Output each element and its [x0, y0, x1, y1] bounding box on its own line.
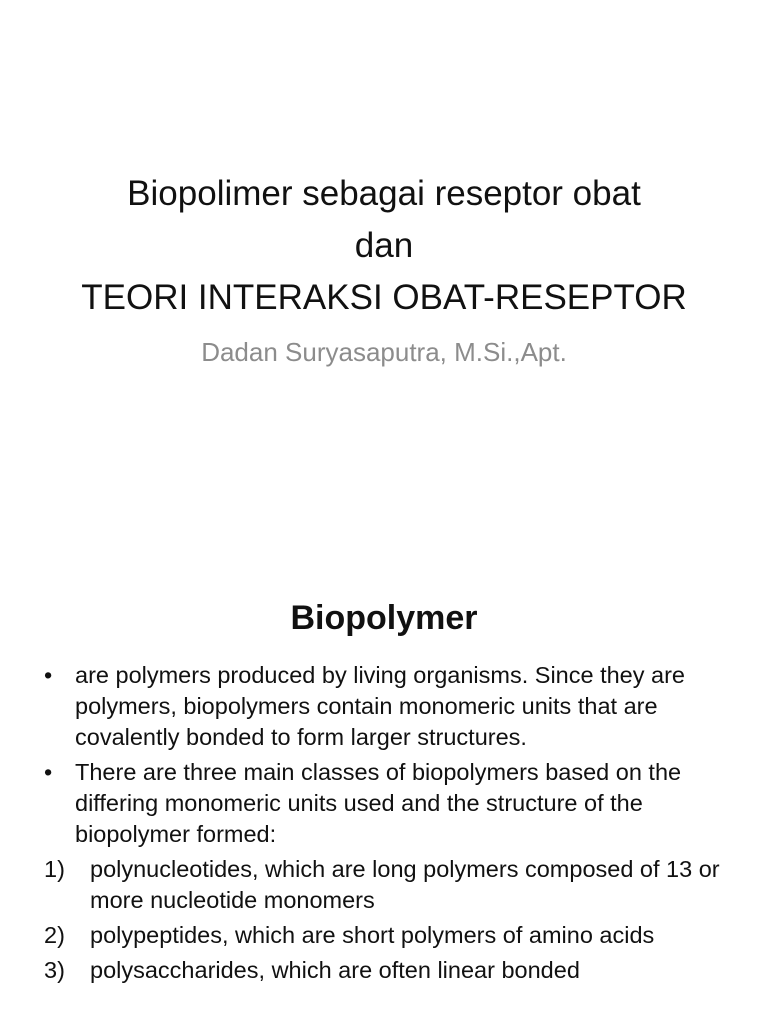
numbered-item — [44, 955, 738, 986]
title-line: Biopolimer sebagai reseptor obat — [127, 174, 641, 213]
bullet-icon: • — [44, 759, 53, 785]
numbered-item — [44, 854, 738, 916]
slide-title — [40, 168, 728, 324]
bullet-text: are polymers produced by living organisms. Since they are polymers, biopolymers contain monomeric units that are covalently bonded to form larger structures. — [75, 662, 685, 750]
title-line: dan — [354, 226, 414, 265]
number-marker: 3) — [44, 957, 65, 983]
bullet-text: There are three main classes of biopolymers based on the differing monomeric units used and the structure of the biopolymer formed: — [75, 759, 682, 847]
biopolymer-slide — [0, 560, 768, 1024]
number-marker: 1) — [44, 856, 65, 882]
title-line: TEORI INTERAKSI OBAT-RESEPTOR — [81, 278, 687, 317]
bullet-item — [44, 757, 738, 850]
numbered-text: polysaccharides, which are often linear bonded — [90, 957, 580, 983]
numbered-text: polypeptides, which are short polymers of amino acids — [90, 922, 655, 948]
number-marker: 2) — [44, 922, 65, 948]
bullet-icon: • — [44, 662, 53, 688]
author-subtitle: Dadan Suryasaputra, M.Si.,Apt. — [201, 337, 567, 367]
numbered-text: polynucleotides, which are long polymers composed of 13 or more nucleotide monomers — [90, 856, 720, 913]
slide-heading: Biopolymer — [290, 599, 478, 637]
bullet-item — [44, 660, 738, 753]
numbered-item — [44, 920, 738, 951]
slide-body — [44, 660, 738, 990]
